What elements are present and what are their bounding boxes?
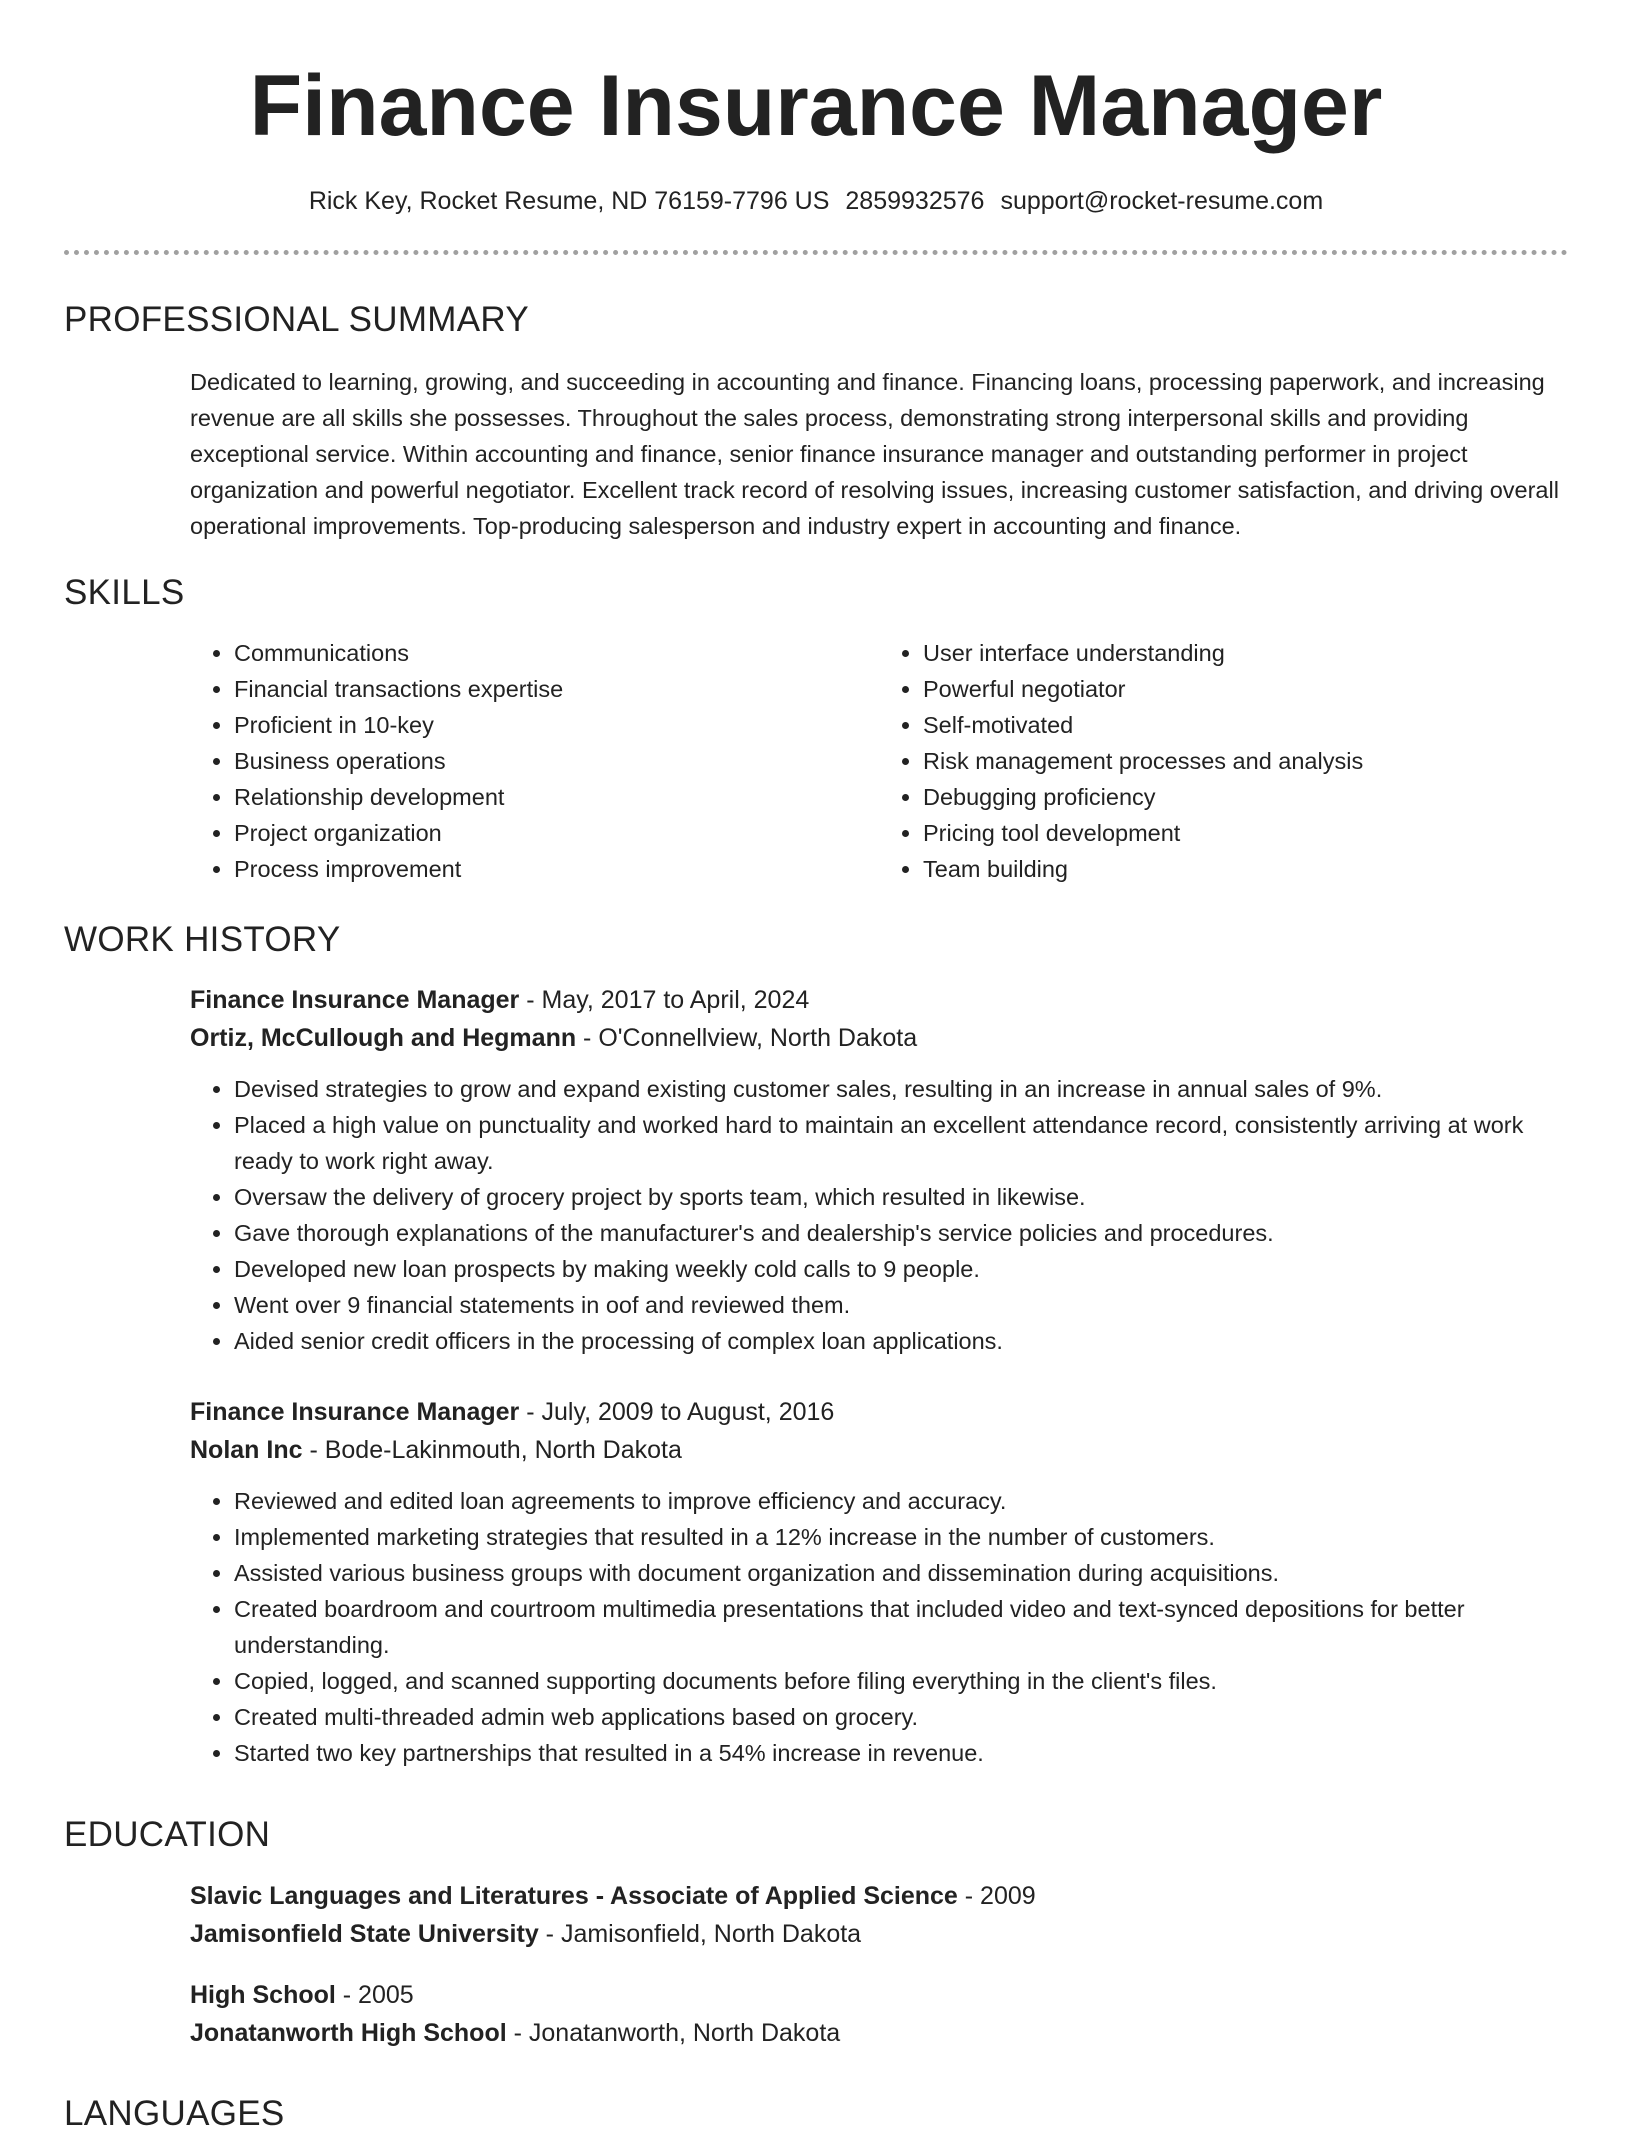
skill-item: • Team building <box>923 851 1568 887</box>
education-school-line <box>190 2014 1568 2052</box>
contact-address: Rick Key, Rocket Resume, ND 76159-7796 US <box>308 187 830 215</box>
job-entry <box>190 981 1568 1359</box>
education-heading: EDUCATION <box>64 1815 271 1854</box>
job-bullet: • Devised strategies to grow and expand existing customer sales, resulting in an increase in annual sales of 9%. <box>234 1071 1568 1107</box>
skills-list-right <box>879 635 1568 887</box>
skills-section <box>64 571 1568 887</box>
skills-list-left <box>190 635 879 887</box>
skill-item: • User interface understanding <box>923 635 1568 671</box>
education-entry <box>190 1877 1568 1953</box>
education-location: - Jonatanworth, North Dakota <box>506 2019 841 2047</box>
education-section <box>64 1813 1568 2052</box>
skill-item: • Proficient in 10-key <box>234 707 879 743</box>
job-bullets <box>190 1071 1568 1359</box>
contact-email: support@rocket-resume.com <box>1000 187 1324 215</box>
job-bullet: • Reviewed and edited loan agreements to improve efficiency and accuracy. <box>234 1483 1568 1519</box>
job-bullet: • Placed a high value on punctuality and worked hard to maintain an excellent attendance record, consistently arriving at work ready to work right away. <box>234 1107 1568 1179</box>
job-bullet: • Aided senior credit officers in the processing of complex loan applications. <box>234 1323 1568 1359</box>
skill-item: • Process improvement <box>234 851 879 887</box>
resume-page <box>64 0 1568 2133</box>
job-dates: - July, 2009 to August, 2016 <box>519 1398 835 1426</box>
job-bullet: • Implemented marketing strategies that resulted in a 12% increase in the number of customers. <box>234 1519 1568 1555</box>
job-bullet: • Started two key partnerships that resulted in a 54% increase in revenue. <box>234 1735 1568 1771</box>
education-degree-line <box>190 1877 1568 1915</box>
education-year: - 2005 <box>335 1981 414 2009</box>
work-section <box>64 918 1568 1771</box>
languages-heading: LANGUAGES <box>64 2094 285 2133</box>
skills-heading: SKILLS <box>64 573 185 612</box>
job-company: Nolan Inc <box>190 1436 303 1464</box>
job-bullet: • Developed new loan prospects by making weekly cold calls to 9 people. <box>234 1251 1568 1287</box>
education-degree-line <box>190 1976 1568 2014</box>
job-title: Finance Insurance Manager <box>190 986 520 1014</box>
job-bullet: • Created multi-threaded admin web applications based on grocery. <box>234 1699 1568 1735</box>
job-bullets <box>190 1483 1568 1771</box>
job-bullet: • Went over 9 financial statements in oof and reviewed them. <box>234 1287 1568 1323</box>
job-title-line <box>190 981 1568 1019</box>
summary-section <box>64 298 1568 544</box>
skill-item: • Financial transactions expertise <box>234 671 879 707</box>
job-company-line <box>190 1431 1568 1469</box>
resume-title: Finance Insurance Manager <box>249 58 1383 154</box>
education-school: Jonatanworth High School <box>190 2019 507 2047</box>
job-company-line <box>190 1019 1568 1057</box>
skill-item: • Project organization <box>234 815 879 851</box>
job-bullet: • Copied, logged, and scanned supporting documents before filing everything in the client's files. <box>234 1663 1568 1699</box>
skill-item: • Relationship development <box>234 779 879 815</box>
work-heading: WORK HISTORY <box>64 920 341 959</box>
education-year: - 2009 <box>957 1882 1036 1910</box>
skill-item: • Self-motivated <box>923 707 1568 743</box>
education-degree: High School <box>190 1981 336 2009</box>
contact-line <box>64 184 1568 218</box>
job-dates: - May, 2017 to April, 2024 <box>519 986 810 1014</box>
skill-item: • Powerful negotiator <box>923 671 1568 707</box>
education-school-line <box>190 1915 1568 1953</box>
job-title: Finance Insurance Manager <box>190 1398 520 1426</box>
job-entry <box>190 1393 1568 1771</box>
contact-phone: 2859932576 <box>845 187 985 215</box>
education-entry <box>190 1976 1568 2052</box>
education-location: - Jamisonfield, North Dakota <box>538 1920 862 1948</box>
skill-item: • Pricing tool development <box>923 815 1568 851</box>
skills-columns <box>190 635 1568 887</box>
job-company: Ortiz, McCullough and Hegmann <box>190 1024 577 1052</box>
skill-item: • Communications <box>234 635 879 671</box>
header-divider <box>64 250 1568 255</box>
skill-item: • Business operations <box>234 743 879 779</box>
job-bullet: • Created boardroom and courtroom multimedia presentations that included video and text-synced depositions for better understanding. <box>234 1591 1568 1663</box>
job-location: - O'Connellview, North Dakota <box>576 1024 918 1052</box>
job-title-line <box>190 1393 1568 1431</box>
job-bullet: • Gave thorough explanations of the manufacturer's and dealership's service policies and procedures. <box>234 1215 1568 1251</box>
job-bullet: • Assisted various business groups with document organization and dissemination during acquisitions. <box>234 1555 1568 1591</box>
education-school: Jamisonfield State University <box>190 1920 539 1948</box>
job-location: - Bode-Lakinmouth, North Dakota <box>302 1436 682 1464</box>
skill-item: • Risk management processes and analysis <box>923 743 1568 779</box>
skill-item: • Debugging proficiency <box>923 779 1568 815</box>
summary-heading: PROFESSIONAL SUMMARY <box>64 300 529 339</box>
job-bullet: • Oversaw the delivery of grocery project by sports team, which resulted in likewise. <box>234 1179 1568 1215</box>
languages-section <box>64 2092 1568 2136</box>
education-degree: Slavic Languages and Literatures - Associate of Applied Science <box>190 1882 958 1910</box>
summary-text: Dedicated to learning, growing, and succeeding in accounting and finance. Financing loans, processing paperwork, and increasing revenue are all skills she possesses. Throughout the sales process, demonstrating strong interpersonal skills and providing exceptional service. Within accounting and finance, senior finance insurance manager and outstanding performer in project organization and powerful negotiator. Excellent track record of resolving issues, increasing customer satisfaction, and driving overall operational improvements. Top-producing salesperson and industry expert in accounting and finance. <box>190 369 1559 539</box>
